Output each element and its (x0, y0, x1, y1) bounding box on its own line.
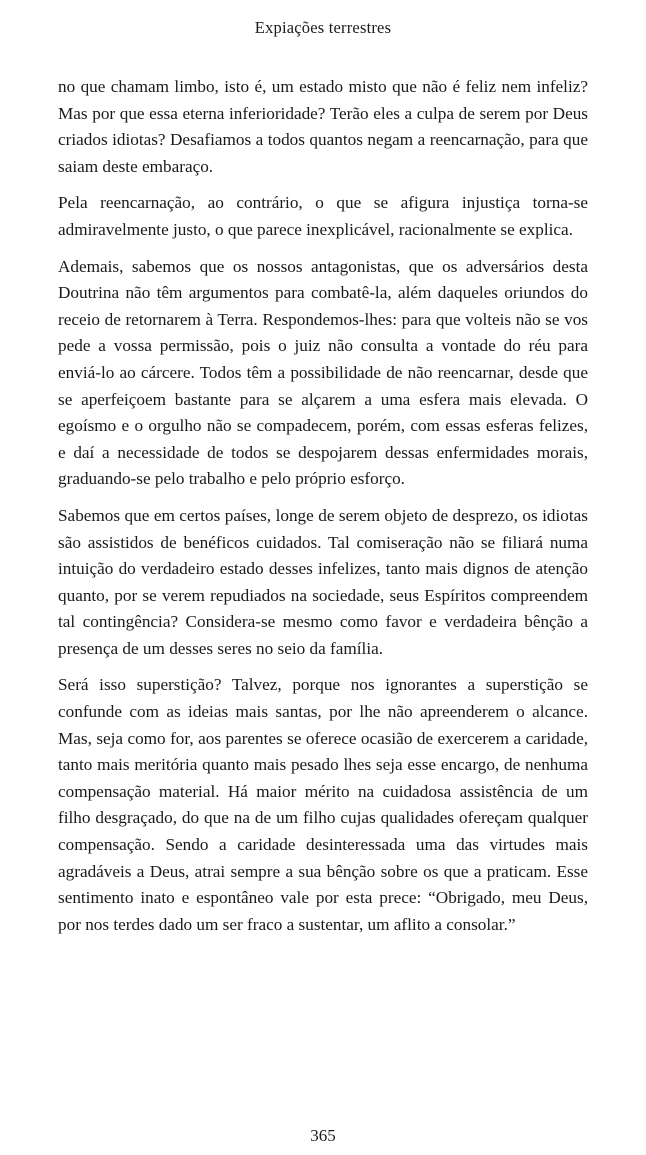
page-number: 365 (310, 1126, 336, 1145)
paragraph: Sabemos que em certos países, longe de serem objeto de desprezo, os idiotas são assistidos de benéficos cuidados. Tal comiseração não se filiará numa intuição do verdadeiro estado desses infelizes, tanto mais dignos de atenção quanto, por se verem repudiados na sociedade, seus Espíritos compreendem tal contingência? Considera-se mesmo como favor e verdadeira bênção a presença de um desses seres no seio da família. (58, 505, 588, 658)
paragraph: no que chamam limbo, isto é, um estado misto que não é feliz nem infeliz? Mas por que essa eterna inferioridade? Terão eles a culpa de serem por Deus criados idiotas? Desafiamos a todos quantos negam a reencarnação, para que saiam deste embaraço. (58, 77, 588, 176)
running-header: Expiações terrestres (254, 18, 392, 37)
paragraph: Pela reencarnação, ao contrário, o que se afigura injustiça torna-se admiravelmente justo, o que parece inexplicável, racionalmente se explica. (58, 193, 588, 239)
paragraph: Ademais, sabemos que os nossos antagonistas, que os adversários desta Doutrina não têm argumentos para combatê-la, além daqueles oriundos do receio de retornarem à Terra. Respondemos-lhes: para que volteis não se vos pede a vossa permissão, pois o juiz não consulta a vontade do réu para enviá-lo ao cárcere. Todos têm a possibilidade de não reencarnar, desde que se aperfeiçoem bastante para se alçarem a uma esfera mais elevada. O egoísmo e o orgulho não se compadecem, porém, com essas esferas felizes, e daí a necessidade de todos se despojarem dessas enfermidades morais, graduando-se pelo trabalho e pelo próprio esforço. (58, 256, 588, 489)
body-text (58, 74, 588, 948)
paragraph: Será isso superstição? Talvez, porque nos ignorantes a superstição se confunde com as ideias mais santas, por lhe não apreenderem o alcance. Mas, seja como for, aos parentes se oferece ocasião de exercerem a caridade, tanto mais meritória quanto mais pesado lhes seja esse encargo, de nenhuma compensação material. Há maior mérito na cuidadosa assistência de um filho desgraçado, do que na de um filho cujas qualidades ofereçam qualquer compensação. Sendo a caridade desinteressada uma das virtudes mais agradáveis a Deus, atrai sempre a sua bênção sobre os que a praticam. Esse sentimento inato e espontâneo vale por esta prece: “Obrigado, meu Deus, por nos terdes dado um ser fraco a sustentar, um aflito a consolar.” (58, 675, 588, 934)
